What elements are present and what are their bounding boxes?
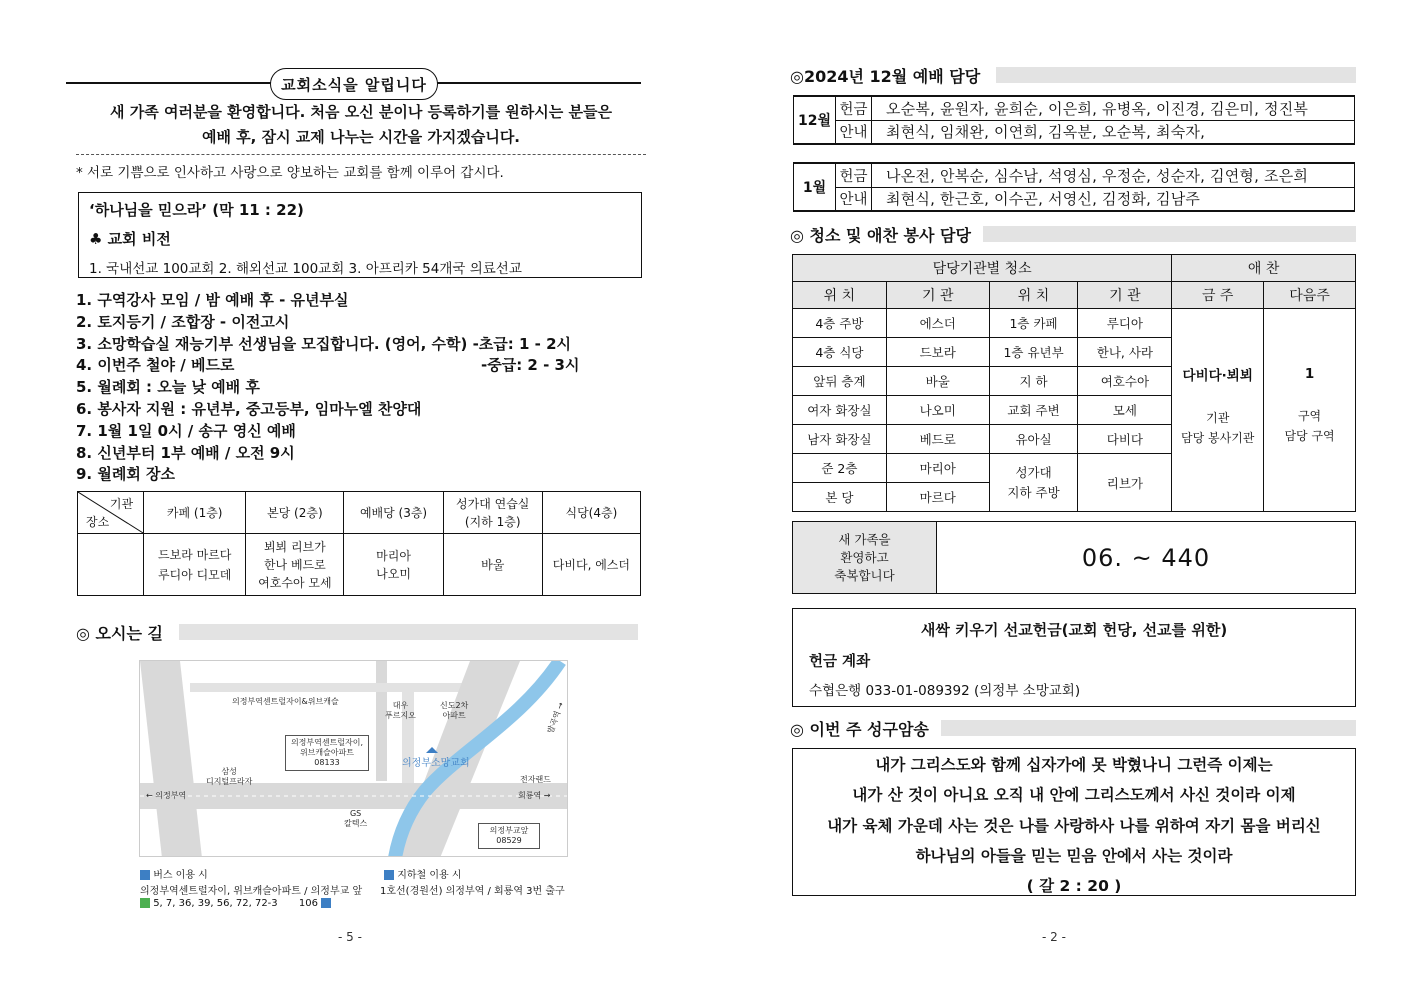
map [139, 660, 568, 857]
cleaning-title: ◎ 청소 및 애찬 봉사 담당 [790, 225, 971, 245]
memory-line: 내가 육체 가운데 사는 것은 나를 사랑하사 나를 위하여 자기 몸을 버리신 [827, 816, 1321, 835]
sub-header: 위 치 [793, 282, 887, 309]
dashed-divider [76, 154, 646, 155]
memory-line: 내가 그리스도와 함께 십자가에 못 박혔나니 그런즉 이제는 [875, 756, 1273, 774]
new-family-box [792, 521, 1356, 594]
clean-cell: 드보라 [886, 338, 989, 367]
announcement-item: 8. 신년부터 1부 예배 / 오전 9시 [76, 443, 295, 462]
welcome-line-1: 새 가족 여러분을 환영합니다. 처음 오신 분이나 등록하기를 원하시는 분들은 [110, 103, 612, 121]
clean-cell: 루디아 [1078, 309, 1172, 338]
clean-cell: 1층 카페 [989, 309, 1078, 338]
place-cell: 뵈뵈 리브가 한나 베드로 여호수아 모세 [246, 534, 344, 596]
announcement-item: 5. 월례회 : 오늘 낮 예배 후 [76, 378, 260, 397]
mission-offering-box [792, 608, 1356, 707]
announcement-item: 6. 봉사자 지원 : 유년부, 중고등부, 임마누엘 찬양대 [76, 399, 422, 418]
page-number-left: - 5 - [338, 930, 362, 944]
feast-header: 애 찬 [1172, 255, 1356, 282]
clean-cell: 에스더 [886, 309, 989, 338]
offering-label: 헌금 [836, 163, 872, 187]
announcement-time: -중급: 2 - 3시 [481, 356, 580, 375]
clean-cell: 성가대 지하 주방 [989, 454, 1078, 512]
place-table [77, 491, 641, 596]
place-header: 예배당 (3층) [344, 492, 443, 534]
month-label: 1월 [794, 163, 836, 211]
duty-header [790, 66, 1356, 84]
clean-cell: 유아실 [989, 425, 1078, 454]
legend-bus [140, 866, 208, 881]
announcement-item: 3. 소망학습실 재능기부 선생님을 모집합니다. (영어, 수학) -초급: 1 - 2시 [76, 334, 572, 353]
legend-subway [384, 866, 462, 881]
place-cell: 마리아 나오미 [344, 534, 443, 596]
duty-table-december [793, 95, 1355, 145]
place-header: 카페 (1층) [144, 492, 246, 534]
clean-cell: 다비다 [1078, 425, 1172, 454]
greeting-note: * 서로 기쁨으로 인사하고 사랑으로 양보하는 교회를 함께 이루어 갑시다. [76, 165, 504, 181]
announcement-item: 1. 구역강사 모임 / 밤 예배 후 - 유년부실 [76, 291, 349, 309]
memory-verse-box [792, 748, 1356, 896]
place-header: 식당(4층) [542, 492, 640, 534]
clean-cell: 마리아 [886, 454, 989, 483]
sub-header: 다음주 [1264, 282, 1356, 309]
feast-this-week [1172, 309, 1264, 512]
feast-next: 1 [1304, 366, 1315, 382]
map-label-sindo: 신도2차 아파트 [440, 701, 469, 720]
announcement-item [76, 355, 636, 377]
offer-account-label: 헌금 계좌 [809, 654, 871, 670]
guide-names: 최현식, 임채완, 이연희, 김옥분, 오순복, 최숙자, [872, 120, 1355, 144]
clean-cell: 4층 식당 [793, 338, 887, 367]
guide-label: 안내 [836, 120, 872, 144]
memory-title: ◎ 이번 주 성구암송 [790, 719, 929, 739]
bus-icon [140, 870, 150, 880]
place-header: 본당 (2층) [246, 492, 344, 534]
map-label-uijeongbu-station: ← 의정부역 [146, 791, 187, 800]
sub-header: 위 치 [989, 282, 1078, 309]
cleaning-header [790, 225, 1356, 243]
legend-bus-stops: 의정부역센트럴자이, 위브캐슬아파트 / 의정부교 앞 [140, 886, 363, 897]
legend-bus-title: 버스 이용 시 [153, 870, 208, 881]
announcement-item: 2. 토지등기 / 조합장 - 이전고시 [76, 312, 290, 331]
clean-cell: 4층 주방 [793, 309, 887, 338]
place-header: 성가대 연습실 (지하 1층) [443, 492, 542, 534]
map-label-samsung: 삼성 디지털프라자 [206, 767, 253, 786]
offer-account: 수협은행 033-01-089392 (의정부 소망교회) [809, 683, 1081, 699]
map-label-bus-stop-2: 의정부교앞 08529 [478, 823, 540, 849]
hymn-number: 06. ~ 440 [1081, 543, 1211, 572]
guide-label: 안내 [836, 187, 872, 211]
clean-cell: 여호수아 [1078, 367, 1172, 396]
map-label-church: 의정부소망교회 [402, 758, 470, 769]
memory-reference: ( 갈 2 : 20 ) [1026, 877, 1122, 896]
clean-cell: 한나, 사라 [1078, 338, 1172, 367]
memory-line: 내가 산 것이 아니요 오직 내 안에 그리스도께서 사신 것이라 이제 [852, 786, 1296, 805]
vision-text: 1. 국내선교 100교회 2. 해외선교 100교회 3. 아프리카 54개국 의료선교 [89, 261, 522, 277]
bus-106: 106 [298, 898, 318, 909]
map-label-gs: GS 칼텍스 [344, 809, 368, 828]
place-cell: 바울 [443, 534, 542, 596]
place-cell: 다비다, 에스더 [542, 534, 640, 596]
feast-this: 다비다·뵈뵈 [1182, 368, 1253, 384]
directions-header [76, 623, 638, 641]
legend-bus-lines [140, 898, 331, 909]
page-number-right: - 2 - [1042, 930, 1066, 944]
guide-names: 최현식, 한근호, 이수곤, 서영신, 김정화, 김남주 [872, 187, 1355, 211]
announcement-item: 9. 월례회 장소 [76, 465, 176, 484]
welcome-line-2: 예배 후, 잠시 교제 나누는 시간을 가지겠습니다. [201, 128, 521, 146]
header-bar [179, 624, 638, 640]
verse-box [78, 192, 642, 278]
clean-cell: 여자 화장실 [793, 396, 887, 425]
clean-cell: 교회 주변 [989, 396, 1078, 425]
clean-cell: 본 당 [793, 483, 887, 512]
feast-next-sub: 구역 담당 구역 [1284, 409, 1335, 443]
clean-cell: 모세 [1078, 396, 1172, 425]
map-label-river: 발곡역 → [545, 701, 566, 735]
clean-cell: 앞뒤 층계 [793, 367, 887, 396]
header-bar [941, 720, 1356, 736]
map-label-bus-stop: 의정부역센트럴자이, 위브캐슬아파트 08133 [285, 735, 369, 771]
offering-names: 나온전, 안복순, 심수남, 석영심, 우정순, 성순자, 김연형, 조은희 [872, 163, 1355, 187]
new-family-label: 새 가족을 환영하고 축복합니다 [793, 522, 937, 593]
announcement-list [76, 290, 636, 486]
sub-header: 기 관 [886, 282, 989, 309]
vision-label: ♣ 교회 비전 [89, 230, 171, 248]
clean-header: 담당기관별 청소 [793, 255, 1172, 282]
month-label: 12월 [794, 96, 836, 144]
memory-header [790, 719, 1356, 737]
place-cell-empty [78, 534, 144, 596]
clean-cell: 지 하 [989, 367, 1078, 396]
memory-line: 하나님의 아들을 믿는 믿음 안에서 사는 것이라 [915, 846, 1233, 865]
sub-header: 기 관 [1078, 282, 1172, 309]
feast-this-sub: 기관 담당 봉사기관 [1181, 411, 1255, 445]
directions-title: ◎ 오시는 길 [76, 623, 163, 643]
bus-icon [140, 898, 150, 908]
verse-text: ‘하나님을 믿으라’ (막 11 : 22) [89, 201, 304, 219]
offer-title: 새싹 키우기 선교헌금(교회 헌당, 선교를 위한) [920, 621, 1228, 639]
offering-label: 헌금 [836, 96, 872, 120]
map-label-daewoo: 대우 푸르지오 [385, 701, 416, 720]
corner-top: 기관 [109, 497, 134, 511]
bus-icon [321, 898, 331, 908]
news-title: 교회소식을 알립니다 [270, 68, 438, 100]
corner-bottom: 장소 [86, 515, 110, 529]
map-label-hoeryong: 회룡역 → [518, 791, 551, 800]
clean-cell: 나오미 [886, 396, 989, 425]
bus-lines: 5, 7, 36, 39, 56, 72, 72-3 [153, 898, 278, 909]
map-label-electronics: 전자랜드 [520, 775, 551, 784]
duty-table-january [793, 162, 1355, 212]
feast-next-week [1264, 309, 1356, 512]
clean-cell: 남자 화장실 [793, 425, 887, 454]
sub-header: 금 주 [1172, 282, 1264, 309]
clean-cell: 바울 [886, 367, 989, 396]
clean-cell: 1층 유년부 [989, 338, 1078, 367]
clean-cell: 마르다 [886, 483, 989, 512]
announcement-item: 7. 1월 1일 0시 / 송구 영신 예배 [76, 421, 296, 440]
legend-subway-title: 지하철 이용 시 [397, 870, 462, 881]
clean-cell: 리브가 [1078, 454, 1172, 512]
clean-cell: 베드로 [886, 425, 989, 454]
clean-cell: 준 2층 [793, 454, 887, 483]
subway-icon [384, 870, 394, 880]
cleaning-table [792, 254, 1356, 512]
map-label-centreville: 의정부역센트럴자이&위브캐슬 [232, 697, 339, 706]
place-cell: 드보라 마르다 루디아 디모데 [144, 534, 246, 596]
header-bar [983, 226, 1356, 242]
legend-subway-text: 1호선(경원선) 의정부역 / 회룡역 3번 출구 [380, 886, 565, 897]
duty-title: ◎2024년 12월 예배 담당 [790, 66, 981, 86]
announcement-text: 4. 이번주 철야 / 베드로 [76, 356, 235, 375]
offering-names: 오순복, 윤원자, 윤희순, 이은희, 유병옥, 이진경, 김은미, 정진복 [872, 96, 1355, 120]
header-bar [996, 67, 1356, 83]
corner-cell [78, 492, 144, 534]
